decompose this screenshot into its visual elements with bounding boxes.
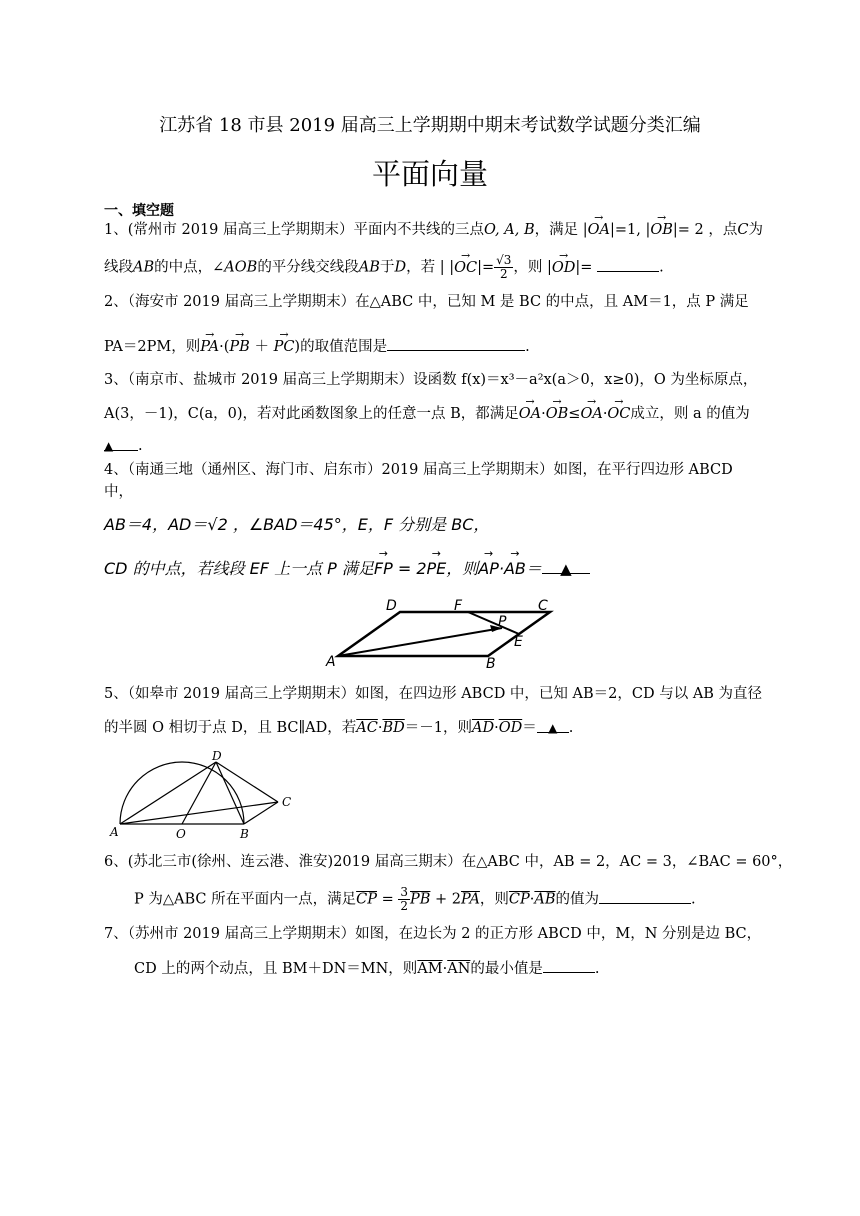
q2-line1: 2、（海安市 2019 届高三上学期期末）在△ABC 中，已知 M 是 BC 的中点，且 AM＝1，点 P 满足 — [104, 294, 749, 310]
q4-line3: AB＝4，AD＝√2 ，∠BAD＝45°，E，F 分别是 BC， — [104, 515, 490, 534]
q4-line1: 4、（南通三地（通州区、海门市、启东市）2019 届高三上学期期末）如图，在平行四边形 ABCD — [104, 462, 733, 478]
fraction: $\frac{√3}{2}$ — [496, 253, 512, 281]
triangle-marker: ▲ — [548, 721, 558, 735]
q3-line2: A(3，－1)，C(a，0)，若对此函数图象上的任意一点 B，都满足→ OA·→ OB≤→ OA·→ OC成立，则 a 的值为 — [104, 404, 750, 424]
q3-line1: 3、（南京市、盐城市 2019 届高三上学期期末）设函数 f(x)＝x³－a²x(a＞0，x≥0)，O 为坐标原点， — [104, 372, 758, 388]
q5-line1: 5、（如皋市 2019 届高三上学期期末）如图，在四边形 ABCD 中，已知 AB＝2，CD 与以 AB 为直径 — [104, 686, 763, 702]
q4-line2: 中， — [104, 484, 133, 500]
label-P: P — [498, 614, 507, 630]
q7-line2: CD 上的两个动点，且 BM＋DN＝MN，则$\overline{AM}\cdot\overline{AN}$的最小值是 . — [134, 958, 600, 979]
answer-blank — [597, 257, 659, 272]
label-D: D — [386, 598, 397, 614]
q1-line1: 1、(常州市 2019 届高三上学期期末）平面内不共线的三点O, A, B，满足 |→ OA|=1, |→ OB|= 2 ，点C为 — [104, 220, 763, 240]
q1-line2: 线段AB的中点，∠AOB的平分线交线段AB于D，若 | |→ OC|= $\frac{√3}{2}$ ，则 |→ OD|= . — [104, 254, 664, 281]
triangle-marker: ▲ — [560, 560, 572, 578]
document-title: 江苏省 18 市县 2019 届高三上学期期中期末考试数学试题分类汇编 — [159, 115, 701, 136]
label-D: D — [212, 749, 222, 763]
section-heading: 一、填空题 — [104, 203, 174, 219]
q6-line2: P 为△ABC 所在平面内一点，满足$\overline{CP}$ = $\frac{3}{2}$ $\overline{PB} + 2\overline{PA}$，则$\overline{CP}\cdot\overline{AB}$的值为 . — [134, 885, 696, 913]
answer-blank — [599, 889, 691, 904]
parallelogram-figure — [318, 596, 558, 672]
label-F: F — [454, 598, 463, 614]
label-B: B — [240, 827, 249, 840]
semicircle-figure — [108, 748, 298, 840]
label-E: E — [514, 634, 523, 650]
q6-line1: 6、(苏北三市(徐州、连云港、淮安)2019 届高三期末）在△ABC 中，AB = 2，AC = 3，∠BAC = 60°， — [104, 854, 793, 870]
q4-line4: CD 的中点，若线段 EF 上一点 P 满足→ FP = 2→ PE，则→ AP·→ AB＝ ▲ — [104, 556, 590, 579]
label-C: C — [282, 795, 292, 809]
answer-blank — [543, 958, 595, 973]
answer-blank — [387, 336, 525, 351]
q7-line1: 7、（苏州市 2019 届高三上学期期末）如图，在边长为 2 的正方形 ABCD 中，M，N 分别是边 BC， — [104, 926, 762, 942]
q5-line2: 的半圆 O 相切于点 D，且 BC∥AD，若$\overline{AC}\cdot\overline{BD}=-1$，则$\overline{AD}\cdot\overline{OD}=$ ▲ . — [104, 720, 574, 736]
triangle-marker: ▲ — [104, 439, 114, 453]
document-subtitle: 平面向量 — [371, 157, 488, 191]
label-A: A — [110, 825, 119, 839]
label-A: A — [326, 654, 336, 670]
label-B: B — [486, 656, 496, 672]
label-O: O — [176, 827, 186, 840]
q3-answer: ▲ . — [104, 438, 143, 454]
q2-line2: PA＝2PM，则→ PA·(→ PB ＋ → PC)的取值范围是 . — [104, 336, 530, 357]
label-C: C — [538, 598, 548, 614]
